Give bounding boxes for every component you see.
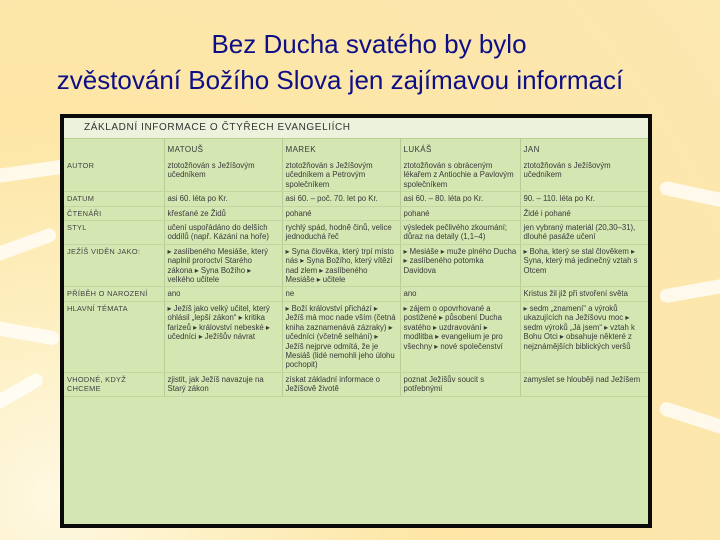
table-cell: poznat Ježíšův soucit s potřebnými [400, 372, 520, 396]
table-cell: asi 60. léta po Kr. [164, 192, 282, 206]
table-row [64, 287, 648, 301]
row-label: AUTOR [64, 159, 164, 192]
table-cell: zjistit, jak Ježíš navazuje na Starý zákon [164, 372, 282, 396]
table-cell: jen vybraný materiál (20,30–31), dlouhé pasáže učení [520, 221, 648, 245]
table-row [64, 372, 648, 396]
table-cell: rychlý spád, hodně činů, velice jednoduchá řeč [282, 221, 400, 245]
table-cell: Židé i pohané [520, 206, 648, 220]
table-cell: ztotožňován s obráceným lékařem z Antiochie a Pavlovým společníkem [400, 159, 520, 192]
row-label: PŘÍBĚH O NAROZENÍ [64, 287, 164, 301]
row-label: HLAVNÍ TÉMATA [64, 301, 164, 372]
table-row [64, 221, 648, 245]
table-cell: ztotožňován s Ježíšovým učedníkem [520, 159, 648, 192]
table-cell: ne [282, 287, 400, 301]
table-cell: ▸ zaslíbeného Mesiáše, který naplnil proroctví Starého zákona ▸ Syna Božího ▸ velkého učitele [164, 244, 282, 287]
table-cell: ▸ Mesiáše ▸ muže plného Ducha ▸ zaslíbeného potomka Davidova [400, 244, 520, 287]
row-label: DATUM [64, 192, 164, 206]
table-cell: pohané [400, 206, 520, 220]
row-label: VHODNÉ, KDYŽ CHCEME [64, 372, 164, 396]
table-cell: ▸ Ježíš jako velký učitel, který ohlásil „lepší zákon“ ▸ kritika farizeů ▸ království nebeské ▸ učedníci ▸ Ježíšův návrat [164, 301, 282, 372]
row-label: ČTENÁŘI [64, 206, 164, 220]
table-cell: zamyslet se hlouběji nad Ježíšem [520, 372, 648, 396]
table-cell: asi 60. – 80. léta po Kr. [400, 192, 520, 206]
row-label: JEŽÍŠ VIDĚN JAKO: [64, 244, 164, 287]
table-cell: ano [164, 287, 282, 301]
table-cell: výsledek pečlivého zkoumání; důraz na detaily (1,1–4) [400, 221, 520, 245]
row-label: STYL [64, 221, 164, 245]
table-cell: ▸ Boží království přichází ▸ Ježíš má moc nade vším (četná kniha zaznamenává zázraky) ▸ učedníci (včetně selhání) ▸ Ježíš nejprve odmítá, že je Mesiáš (lidé nemohli jeho úlohu pochopit) [282, 301, 400, 372]
table-cell: ▸ Syna člověka, který trpí místo nás ▸ Syna Božího, který vítězí nad zlem ▸ zaslíbeného Mesiáše ▸ učitele [282, 244, 400, 287]
slide-title-line2: zvěstování Božího Slova jen zajímavou informací [56, 65, 624, 95]
table-cell: ▸ Boha, který se stal člověkem ▸ Syna, který má jedinečný vztah s Otcem [520, 244, 648, 287]
table-row [64, 159, 648, 192]
table-cell: získat základní informace o Ježíšově životě [282, 372, 400, 396]
slide-title [0, 26, 720, 98]
table-row [64, 244, 648, 287]
table-cell: učení uspořádáno do delších oddílů (např. Kázání na hoře) [164, 221, 282, 245]
column-header-marek: MAREK [282, 139, 400, 159]
table-cell: ztotožňován s Ježíšovým učedníkem [164, 159, 282, 192]
gospel-table-image [60, 114, 652, 528]
gospel-table [64, 139, 648, 397]
table-cell: 90. – 110. léta po Kr. [520, 192, 648, 206]
table-header-row [64, 139, 648, 159]
table-cell: asi 60. – poč. 70. let po Kr. [282, 192, 400, 206]
table-row [64, 192, 648, 206]
table-row [64, 301, 648, 372]
slide-title-line1: Bez Ducha svatého by bylo [211, 29, 527, 59]
table-cell: ▸ sedm „znamení“ a výroků ukazujících na Ježíšovu moc ▸ sedm výroků „Já jsem“ ▸ vztah k Bohu Otci ▸ obsahuje některé z nejznámějších biblických veršů [520, 301, 648, 372]
table-heading: ZÁKLADNÍ INFORMACE O ČTYŘECH EVANGELIÍCH [64, 118, 648, 139]
column-header-empty [64, 139, 164, 159]
table-cell: křesťané ze Židů [164, 206, 282, 220]
table-row [64, 206, 648, 220]
table-cell: ano [400, 287, 520, 301]
column-header-lukas: LUKÁŠ [400, 139, 520, 159]
table-cell: pohané [282, 206, 400, 220]
table-cell: ▸ zájem o opovrhované a postižené ▸ působení Ducha svatého ▸ uzdravování ▸ modlitba ▸ evangelium je pro všechny ▸ nové společenství [400, 301, 520, 372]
table-cell: Kristus žil již při stvoření světa [520, 287, 648, 301]
gospel-table-panel [64, 118, 648, 524]
column-header-jan: JAN [520, 139, 648, 159]
table-cell: ztotožňován s Ježíšovým učedníkem a Petrovým společníkem [282, 159, 400, 192]
table-body [64, 159, 648, 396]
column-header-matous: MATOUŠ [164, 139, 282, 159]
